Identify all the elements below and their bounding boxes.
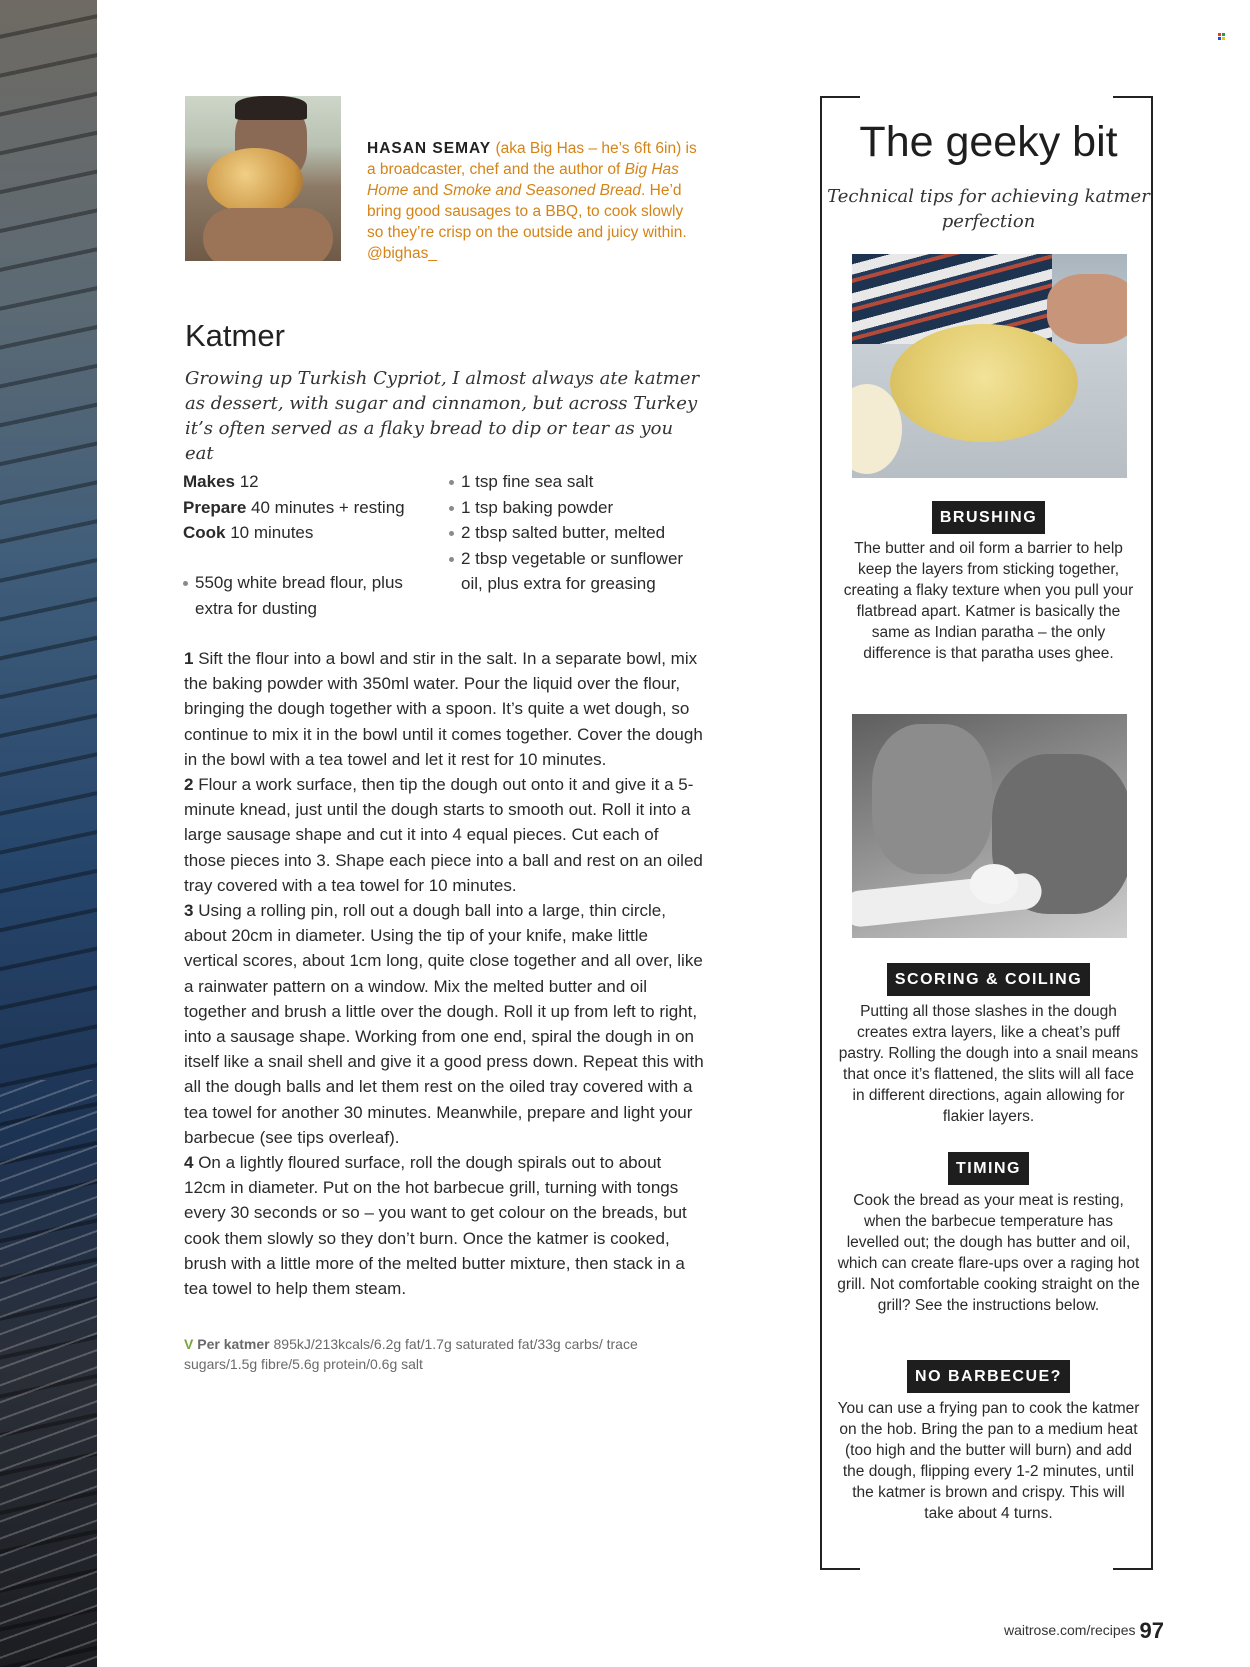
makes-label: Makes xyxy=(183,472,235,491)
footer-url: waitrose.com/recipes xyxy=(1004,1622,1136,1638)
corner-color-mark xyxy=(1218,33,1225,40)
ingredients-left xyxy=(183,570,433,621)
ingredients-right xyxy=(449,469,699,597)
step-number: 1 xyxy=(184,649,194,668)
photo-coiling-dough xyxy=(852,714,1127,938)
step-text: Using a rolling pin, roll out a dough ball into a large, thin circle, about 20cm in diameter. Using the tip of your knife, make little vertical scores, about 1cm long, quite close together and all over, like a rainwater pattern on a window. Mix the melted butter and oil together and brush a little over the dough. Roll it up from left to right, into a sausage shape. Working from one end, spiral the dough in on itself like a snail shell and give it a good press down. Repeat this with all the dough balls and let them rest on the oiled tray covered with a tea towel for another 30 minutes. Meanwhile, prepare and light your barbecue (see tips overleaf). xyxy=(184,901,704,1147)
tag-label: TIMING xyxy=(948,1152,1029,1185)
prepare-value: 40 minutes + resting xyxy=(246,497,405,517)
step-text: Sift the flour into a bowl and stir in the salt. In a separate bowl, mix the baking powder with 350ml water. Pour the liquid over the flour, bringing the dough together with a spoon. It’s quite a wet dough, so continue to mix it in the bowl until it comes together. Cover the dough in the bowl with a tea towel and let it rest for 10 minutes. xyxy=(184,649,703,769)
step-number: 3 xyxy=(184,901,194,921)
book-title-1: Big Has Home xyxy=(367,161,679,199)
tag-label: NO BARBECUE? xyxy=(907,1360,1070,1393)
tag-label: SCORING & COILING xyxy=(887,963,1090,996)
prepare-label: Prepare xyxy=(183,497,247,517)
author-photo xyxy=(185,96,341,261)
recipe-intro: Growing up Turkish Cypriot, I almost always ate katmer as dessert, with sugar and cinnamon, but across Turkey it’s often served as a flaky bread to dip or tear as you eat xyxy=(185,368,700,464)
panel-title: The geeky bit xyxy=(859,118,1118,166)
step-text: Flour a work surface, then tip the dough out onto it and give it a 5-minute knead, just until the dough starts to smooth out. Roll it into a large sausage shape and cut it into 4 equal pieces. Cut each of those pieces into 3. Shape each piece into a ball and rest on an oiled tray covered with a tea towel for 10 minutes. xyxy=(184,775,703,895)
ingredient-item: 1 tsp fine sea salt xyxy=(449,469,699,495)
cook-label: Cook xyxy=(183,523,226,542)
tip-brushing: The butter and oil form a barrier to help keep the layers from sticking together, creating a flaky texture when you pull your flatbread apart. Katmer is basically the same as Indian paratha – the only difference is that paratha uses ghee. xyxy=(843,540,1134,662)
makes-value: 12 xyxy=(234,472,259,491)
author-bio-and: and xyxy=(408,182,443,199)
book-title-2: Smoke and Seasoned Bread xyxy=(442,182,642,199)
nutrition-info xyxy=(184,1334,704,1374)
photo-brushing-dough xyxy=(852,254,1127,478)
recipe-meta xyxy=(183,469,405,546)
nutrition-label: Per katmer xyxy=(193,1336,270,1352)
ingredient-item: 2 tbsp vegetable or sunflower oil, plus extra for greasing xyxy=(449,546,699,597)
author-bio-text-1: (aka Big Has – he’s 6ft 6in) is a broadcaster, chef and the author of xyxy=(367,140,697,178)
step-text: On a lightly floured surface, roll the dough spirals out to about 12cm in diameter. Put on the hot barbecue grill, turning with tongs every 30 seconds or so – you want to get colour on the breads, but cook them slowly so they don’t burn. Once the katmer is cooked, brush with a little more of the melted butter mixture, then stack in a tea towel to help them steam. xyxy=(184,1153,687,1299)
panel-subtitle: Technical tips for achieving katmer perfection xyxy=(827,186,1150,232)
ingredient-item: 1 tsp baking powder xyxy=(449,495,699,521)
side-photo-grill-smoke xyxy=(0,0,97,1667)
nutrition-text: 895kJ/213kcals/6.2g fat/1.7g saturated fat/33g carbs/ trace sugars/1.5g fibre/5.6g protein/0.6g salt xyxy=(184,1336,638,1372)
cook-line xyxy=(183,520,405,546)
prepare-line xyxy=(183,495,405,521)
step-number: 4 xyxy=(184,1153,194,1173)
author-bio-text-2: . He’d bring good sausages to a BBQ, to cook slowly so they’re crisp on the outside and juicy within. @bighas_ xyxy=(367,182,687,262)
ingredient-item: 2 tbsp salted butter, melted xyxy=(449,520,699,546)
method-step xyxy=(184,1150,704,1301)
tip-scoring: Putting all those slashes in the dough creates extra layers, like a cheat’s puff pastry. Rolling the dough into a snail means that once it’s flattened, the slits will all face in different directions, again allowing for flakier layers. xyxy=(838,1003,1139,1125)
geeky-panel xyxy=(820,96,1153,1570)
method xyxy=(184,646,704,1301)
step-number: 2 xyxy=(184,775,194,795)
tag-label: BRUSHING xyxy=(932,501,1045,534)
ingredient-item: 550g white bread flour, plus extra for dusting xyxy=(183,570,433,621)
cook-value: 10 minutes xyxy=(225,523,314,542)
author-bio xyxy=(367,138,697,264)
tip-timing: Cook the bread as your meat is resting, when the barbecue temperature has levelled out; the dough has butter and oil, which can create flare-ups over a raging hot grill. Not comfortable cooking straight on the grill? See the instructions below. xyxy=(837,1192,1140,1314)
method-step xyxy=(184,772,704,898)
method-step xyxy=(184,646,704,772)
vegetarian-badge: V xyxy=(184,1336,194,1352)
page-footer xyxy=(1004,1618,1164,1644)
makes-line xyxy=(183,469,405,495)
recipe-title: Katmer xyxy=(185,318,285,353)
method-step xyxy=(184,898,704,1150)
author-name: HASAN SEMAY xyxy=(367,140,492,157)
tip-no-barbecue: You can use a frying pan to cook the katmer on the hob. Bring the pan to a medium heat (too high and the butter will burn) and add the dough, flipping every 1-2 minutes, until the katmer is brown and crispy. This will take about 4 turns. xyxy=(837,1400,1140,1522)
page-number: 97 xyxy=(1139,1618,1164,1643)
